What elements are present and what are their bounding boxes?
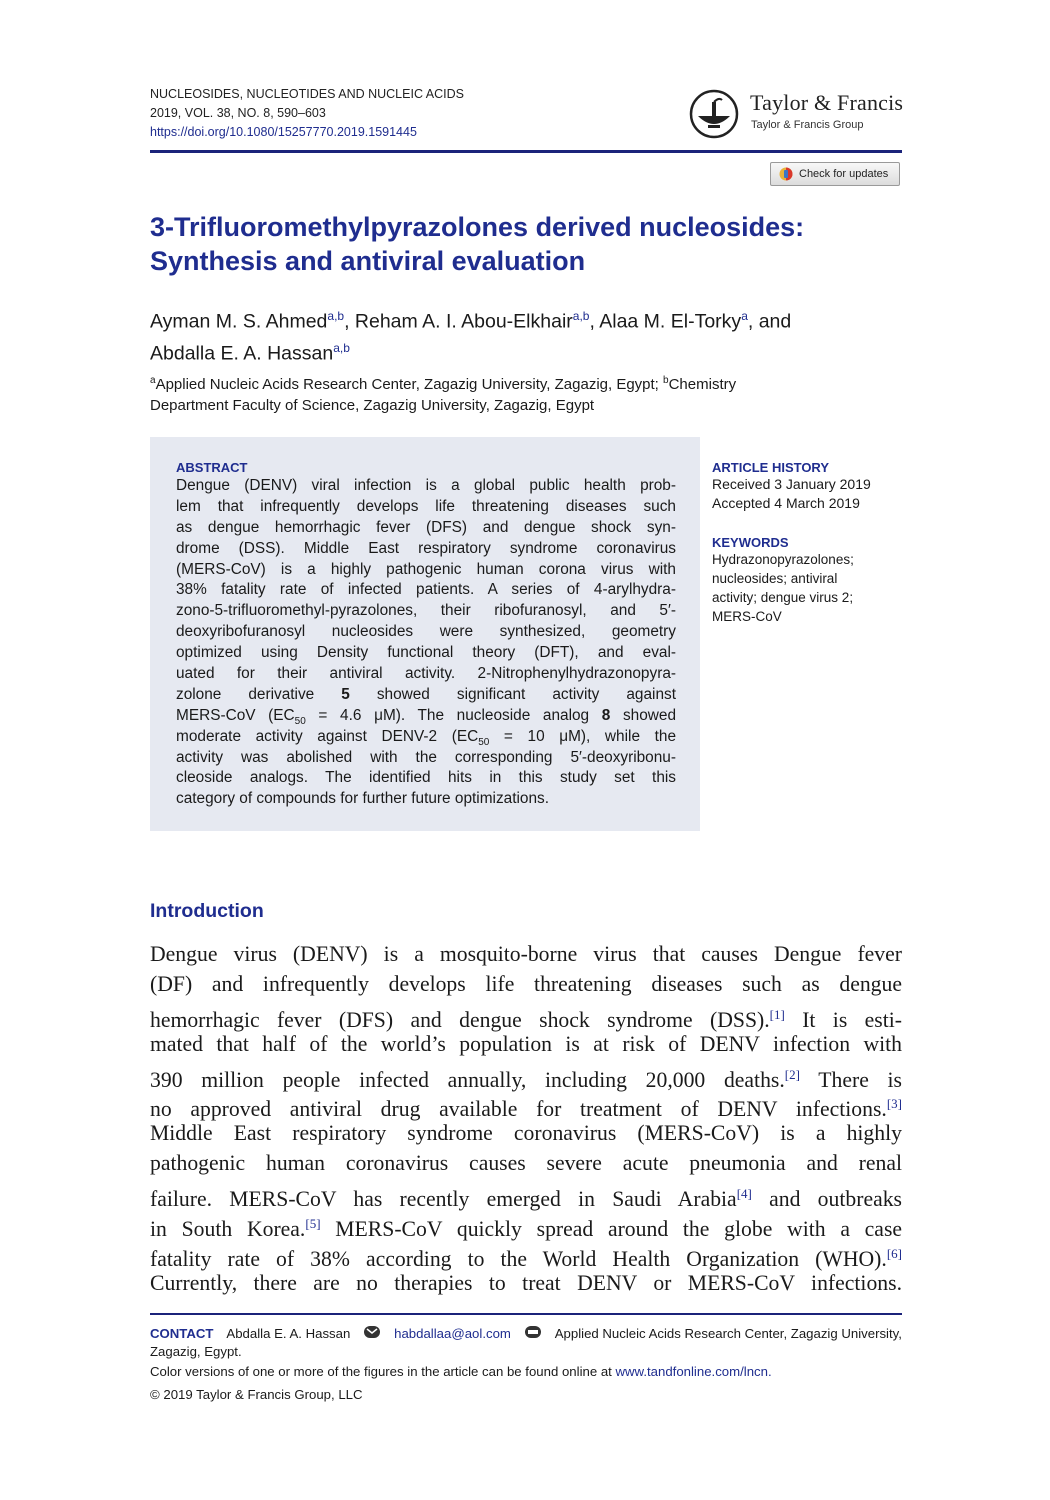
author-name: Ayman M. S. Ahmed	[150, 310, 328, 333]
abstract-line: as dengue hemorrhagic fever (DFS) and dengue shock syn-	[176, 518, 676, 536]
article-title	[150, 210, 910, 278]
subscript: 50	[478, 736, 490, 748]
doi-link[interactable]: https://doi.org/10.1080/15257770.2019.1591445	[150, 125, 417, 139]
abstract-line: optimized using Density functional theory (DFT), and eval-	[176, 644, 676, 662]
author-conjunction: , and	[747, 310, 792, 333]
abstract-line	[176, 706, 676, 727]
publisher-name: Taylor & Francis	[750, 90, 904, 115]
title-line: Synthesis and antiviral evaluation	[150, 246, 586, 276]
body-line: Middle East respiratory syndrome coronavirus (MERS-CoV) is a highly	[150, 1121, 902, 1146]
abstract-fragment: = 4.6 μM). The nucleoside analog	[305, 706, 602, 724]
keyword-line: nucleosides; antiviral	[712, 571, 838, 586]
body-line	[150, 1060, 902, 1090]
journal-volume: 2019, VOL. 38, NO. 8, 590–603	[150, 106, 326, 120]
citation-link[interactable]: [4]	[736, 1186, 752, 1202]
taylor-francis-logo-icon	[688, 88, 742, 140]
body-line: Currently, there are no therapies to treat DENV or MERS-CoV infections.	[150, 1270, 902, 1295]
abstract-line	[176, 727, 676, 748]
author-name: , Reham A. I. Abou-Elkhair	[344, 310, 573, 333]
affiliation-a: Applied Nucleic Acids Research Center, Zagazig University, Zagazig, Egypt;	[155, 376, 664, 393]
body-fragment: no approved antiviral drug available for treatment of DENV infections.	[150, 1097, 887, 1122]
check-for-updates-button[interactable]	[770, 162, 900, 186]
body-fragment: failure. MERS-CoV has recently emerged in Saudi Arabia	[150, 1187, 737, 1212]
abstract-line: 38% fatality rate of infected patients. A series of 4-arylhydra-	[176, 581, 676, 599]
article-history	[712, 460, 902, 513]
body-line	[150, 1000, 902, 1033]
check-for-updates-label: Check for updates	[799, 168, 889, 180]
introduction-heading: Introduction	[150, 900, 264, 922]
email-icon	[363, 1325, 381, 1339]
footer-rule	[150, 1313, 902, 1315]
keyword-line: activity; dengue virus 2;	[712, 590, 854, 605]
author-affil-mark: a,b	[333, 340, 350, 355]
abstract-line: zono-5-trifluoromethyl-pyrazolones, their ribofuranosyl, and 5′-	[176, 602, 676, 620]
color-note	[150, 1363, 910, 1381]
body-line: (DF) and infrequently develops life threatening diseases such as dengue	[150, 971, 902, 996]
journal-header	[150, 85, 464, 142]
compound-number: 5	[341, 685, 350, 703]
contact-block	[150, 1325, 902, 1361]
body-fragment: and outbreaks	[751, 1187, 902, 1212]
abstract-line: (MERS-CoV) is a highly pathogenic human corona virus with	[176, 560, 676, 578]
abstract-line: cleoside analogs. The identified hits in this study set this	[176, 769, 676, 787]
body-fragment: fatality rate of 38% according to the World Health Organization (WHO).	[150, 1247, 887, 1272]
author-affil-mark: a,b	[572, 309, 590, 323]
author-affil-mark: a,b	[327, 309, 345, 323]
subscript: 50	[294, 715, 306, 727]
body-fragment: in South Korea.	[150, 1217, 306, 1242]
abstract-fragment: zolone derivative	[176, 685, 342, 703]
title-line: 3-Trifluoromethylpyrazolones derived nucleosides:	[150, 212, 805, 242]
keyword-line: Hydrazonopyrazolones;	[712, 552, 854, 567]
crossmark-icon	[779, 167, 793, 181]
body-fragment: MERS-CoV quickly spread around the globe with a case	[320, 1217, 903, 1242]
header-rule	[150, 150, 902, 153]
abstract-fragment: showed significant activity against	[349, 685, 676, 703]
affiliation-b: Chemistry	[668, 376, 737, 393]
accepted-date: Accepted 4 March 2019	[712, 495, 860, 511]
keywords-heading: KEYWORDS	[712, 535, 789, 550]
abstract-text	[176, 476, 676, 810]
abstract-line: activity was abolished with the corresponding 5′-deoxyribonu-	[176, 748, 676, 766]
citation-link[interactable]: [3]	[886, 1096, 902, 1112]
copyright: © 2019 Taylor & Francis Group, LLC	[150, 1387, 363, 1402]
body-line	[150, 1089, 902, 1122]
abstract-fragment: moderate activity against DENV-2 (EC	[176, 727, 479, 745]
abstract-line: uated for their antiviral activity. 2-Nitrophenylhydrazonopyra-	[176, 665, 676, 683]
abstract-line: category of compounds for further future optimizations.	[176, 790, 549, 808]
contact-address: Applied Nucleic Acids Research Center, Zagazig University,	[554, 1326, 902, 1341]
citation-link[interactable]: [2]	[784, 1066, 800, 1082]
publisher-group: Taylor & Francis Group	[751, 119, 864, 131]
affiliation-b-cont: Department Faculty of Science, Zagazig University, Zagazig, Egypt	[150, 397, 595, 414]
abstract-fragment: = 10 μM), while the	[489, 727, 677, 745]
body-line: mated that half of the world’s population is at risk of DENV infection with	[150, 1031, 902, 1056]
body-fragment: It is esti-	[784, 1008, 902, 1033]
author-name: Abdalla E. A. Hassan	[150, 342, 334, 364]
citation-link[interactable]: [1]	[769, 1006, 785, 1022]
citation-link[interactable]: [5]	[305, 1216, 321, 1232]
body-line: Dengue virus (DENV) is a mosquito-borne virus that causes Dengue fever	[150, 942, 902, 966]
author-list	[150, 303, 910, 366]
abstract-fragment: showed	[610, 706, 677, 724]
contact-label: CONTACT	[150, 1326, 214, 1341]
abstract-heading: ABSTRACT	[176, 460, 248, 475]
body-fragment: 390 million people infected annually, including 20,000 deaths.	[150, 1067, 785, 1092]
affil-mark: a	[150, 375, 156, 386]
journal-name: NUCLEOSIDES, NUCLEOTIDES AND NUCLEIC ACIDS	[150, 87, 464, 101]
received-date: Received 3 January 2019	[712, 476, 871, 492]
contact-address-cont: Zagazig, Egypt.	[150, 1344, 242, 1359]
affil-mark: b	[663, 375, 669, 386]
address-icon	[524, 1325, 542, 1339]
keywords	[712, 535, 902, 626]
author-affil-mark: a	[741, 309, 748, 323]
article-history-heading: ARTICLE HISTORY	[712, 460, 830, 475]
keyword-line: MERS-CoV	[712, 609, 782, 624]
compound-number: 8	[601, 706, 611, 724]
contact-name: Abdalla E. A. Hassan	[226, 1326, 351, 1341]
body-line	[150, 1179, 902, 1212]
abstract-line: deoxyribofuranosyl nucleosides were synthesized, geometry	[176, 623, 676, 641]
body-line	[150, 1209, 903, 1242]
body-line	[150, 1239, 902, 1272]
abstract-line	[176, 685, 676, 706]
body-fragment: hemorrhagic fever (DFS) and dengue shock syndrome (DSS).	[150, 1008, 770, 1033]
author-name: , Alaa M. El-Torky	[589, 310, 742, 333]
introduction-body	[150, 940, 902, 1299]
abstract-fragment: MERS-CoV (EC	[176, 706, 295, 724]
body-fragment: There is	[799, 1067, 902, 1092]
abstract-line: Dengue (DENV) viral infection is a global public health prob-	[176, 477, 676, 494]
color-note-text: Color versions of one or more of the figures in the article can be found online at	[150, 1364, 616, 1379]
journal-url-link[interactable]: www.tandfonline.com/lncn.	[615, 1364, 772, 1379]
email-link[interactable]: habdallaa@aol.com	[394, 1326, 511, 1341]
affiliations	[150, 370, 910, 416]
body-line: pathogenic human coronavirus causes severe acute pneumonia and renal	[150, 1151, 902, 1176]
abstract-line: drome (DSS). Middle East respiratory syndrome coronavirus	[176, 539, 676, 557]
citation-link[interactable]: [6]	[886, 1245, 902, 1261]
abstract-line: lem that infrequently develops life threatening diseases such	[176, 497, 676, 515]
